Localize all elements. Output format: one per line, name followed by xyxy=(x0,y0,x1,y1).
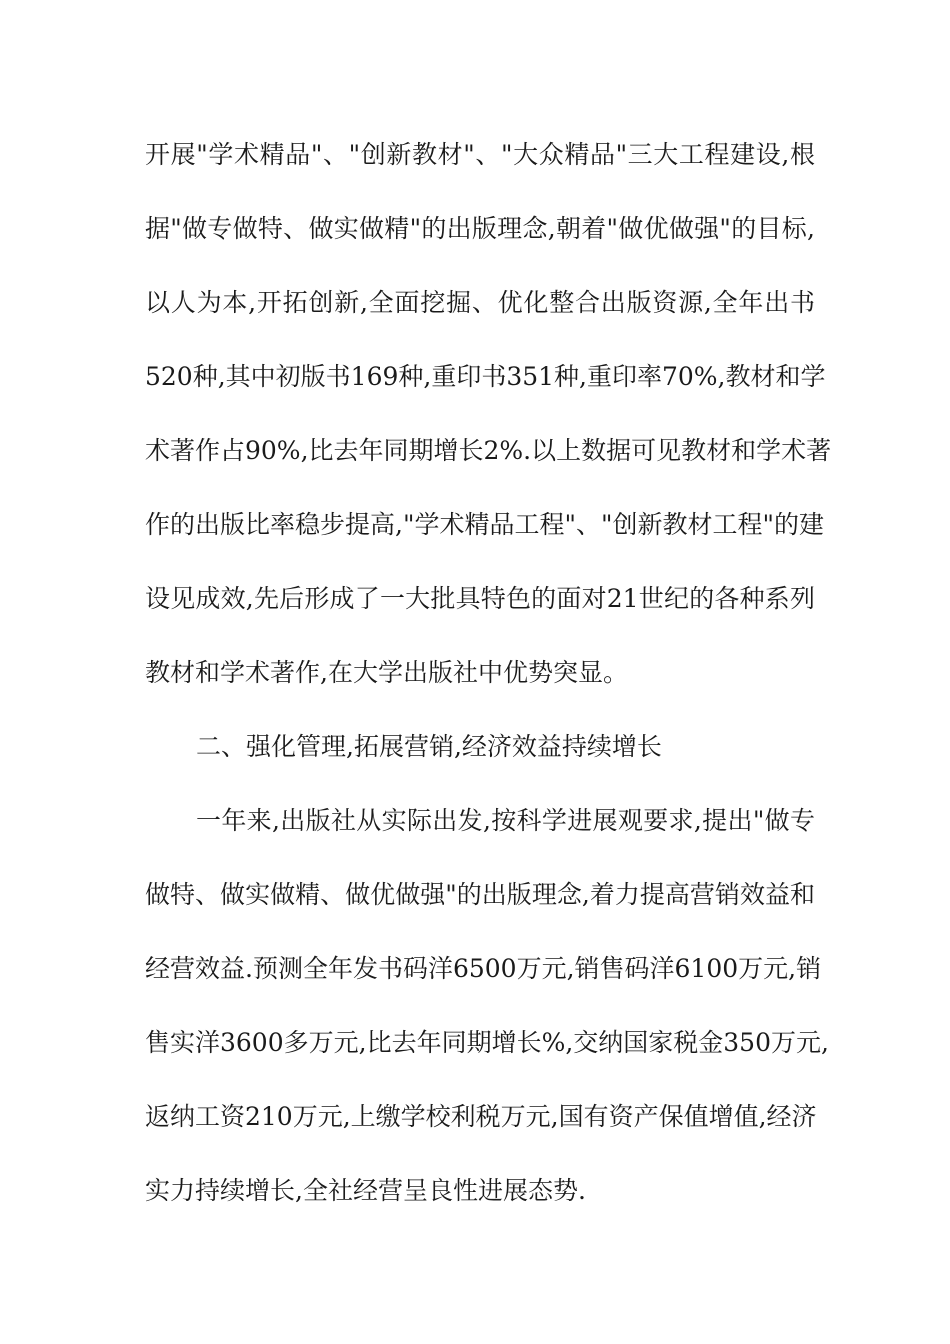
paragraph-line: 一年来,出版社从实际出发,按科学进展观要求,提出"做专 xyxy=(196,806,815,835)
paragraph-line: 经营效益.预测全年发书码洋6500万元,销售码洋6100万元,销 xyxy=(145,954,822,983)
paragraph-line: 开展"学术精品"、"创新教材"、"大众精品"三大工程建设,根 xyxy=(145,140,815,169)
paragraph-line: 做特、做实做精、做优做强"的出版理念,着力提高营销效益和 xyxy=(145,880,815,909)
section-heading: 二、强化管理,拓展营销,经济效益持续增长 xyxy=(196,732,662,761)
paragraph-line: 作的出版比率稳步提高,"学术精品工程"、"创新教材工程"的建 xyxy=(145,510,824,539)
paragraph-line: 实力持续增长,全社经营呈良性进展态势. xyxy=(145,1176,586,1205)
paragraph-line: 设见成效,先后形成了一大批具特色的面对21世纪的各种系列 xyxy=(145,584,815,613)
paragraph-line: 返纳工资210万元,上缴学校利税万元,国有资产保值增值,经济 xyxy=(145,1102,817,1131)
paragraph-line: 据"做专做特、做实做精"的出版理念,朝着"做优做强"的目标, xyxy=(145,214,815,243)
paragraph-line: 520种,其中初版书169种,重印书351种,重印率70%,教材和学 xyxy=(145,362,826,391)
paragraph-line: 术著作占90%,比去年同期增长2%.以上数据可见教材和学术著 xyxy=(145,436,832,465)
paragraph-line: 以人为本,开拓创新,全面挖掘、优化整合出版资源,全年出书 xyxy=(145,288,815,317)
paragraph-line: 售实洋3600多万元,比去年同期增长%,交纳国家税金350万元, xyxy=(145,1028,829,1057)
paragraph-line: 教材和学术著作,在大学出版社中优势突显。 xyxy=(145,658,628,687)
